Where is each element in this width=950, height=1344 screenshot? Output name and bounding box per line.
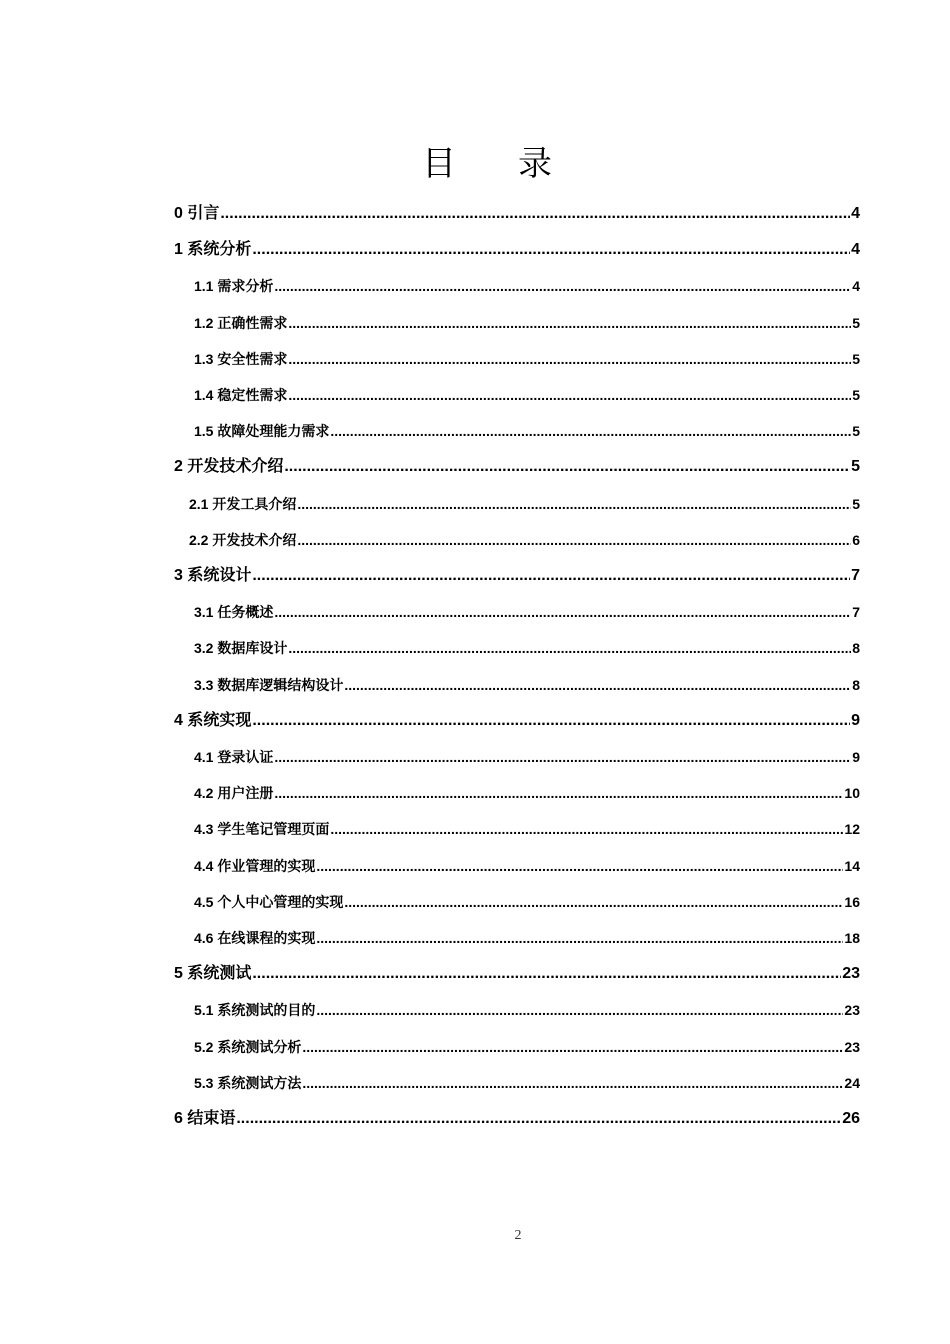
toc-dot-leader	[344, 672, 851, 698]
toc-section-entry[interactable]	[189, 491, 860, 517]
toc-entry-label: 1.5 故障处理能力需求	[194, 423, 330, 439]
toc-dot-leader	[252, 961, 841, 987]
toc-dot-leader	[297, 527, 851, 553]
toc-chapter-entry[interactable]	[174, 237, 860, 263]
toc-entry-page: 5	[852, 423, 860, 439]
toc-section-entry[interactable]	[194, 418, 860, 444]
toc-entry-label: 1.4 稳定性需求	[194, 387, 288, 403]
page-number: 2	[514, 1228, 522, 1243]
toc-entry-label: 4.4 作业管理的实现	[194, 858, 316, 874]
toc-dot-leader	[284, 454, 850, 480]
toc-entry-label: 1.1 需求分析	[194, 278, 274, 294]
toc-entry-label: 1.3 安全性需求	[194, 351, 288, 367]
toc-entry-page: 23	[844, 1039, 860, 1055]
toc-entry-label: 4.5 个人中心管理的实现	[194, 894, 344, 910]
toc-section-entry[interactable]	[194, 382, 860, 408]
toc-section-entry[interactable]	[194, 1034, 860, 1060]
toc-entry-label: 4.3 学生笔记管理页面	[194, 821, 330, 837]
toc-entry-label: 3 系统设计	[174, 567, 252, 584]
toc-section-entry[interactable]	[194, 889, 860, 915]
toc-entry-page: 16	[844, 894, 860, 910]
toc-entry-page: 5	[851, 458, 860, 475]
toc-section-entry[interactable]	[194, 744, 860, 770]
toc-dot-leader	[252, 563, 850, 589]
toc-dot-leader	[316, 853, 843, 879]
toc-entry-label: 4.6 在线课程的实现	[194, 930, 316, 946]
toc-dot-leader	[330, 816, 843, 842]
toc-entry-label: 2 开发技术介绍	[174, 458, 284, 475]
page-title: 目录	[422, 144, 614, 184]
toc-entry-label: 2.2 开发技术介绍	[189, 532, 297, 548]
toc-section-entry[interactable]	[189, 527, 860, 553]
toc-dot-leader	[288, 310, 851, 336]
toc-entry-page: 26	[842, 1110, 860, 1127]
toc-entry-page: 23	[844, 1002, 860, 1018]
toc-section-entry[interactable]	[194, 1070, 860, 1096]
toc-section-entry[interactable]	[194, 925, 860, 951]
toc-entry-page: 12	[844, 821, 860, 837]
toc-entry-label: 6 结束语	[174, 1110, 236, 1127]
toc-entry-page: 4	[851, 241, 860, 258]
toc-entry-label: 1.2 正确性需求	[194, 315, 288, 331]
toc-section-entry[interactable]	[194, 672, 860, 698]
toc-entry-label: 5.1 系统测试的目的	[194, 1002, 316, 1018]
toc-entry-label: 5.3 系统测试方法	[194, 1075, 302, 1091]
toc-dot-leader	[316, 997, 843, 1023]
toc-section-entry[interactable]	[194, 997, 860, 1023]
toc-entry-label: 5.2 系统测试分析	[194, 1039, 302, 1055]
toc-dot-leader	[344, 889, 843, 915]
toc-dot-leader	[288, 382, 851, 408]
toc-entry-page: 9	[851, 712, 860, 729]
toc-entry-page: 24	[844, 1075, 860, 1091]
toc-section-entry[interactable]	[194, 273, 860, 299]
toc-entry-page: 4	[852, 278, 860, 294]
toc-entry-label: 4 系统实现	[174, 712, 252, 729]
toc-section-entry[interactable]	[194, 816, 860, 842]
toc-entry-page: 10	[844, 785, 860, 801]
toc-entry-label: 4.2 用户注册	[194, 785, 274, 801]
toc-entry-page: 5	[852, 351, 860, 367]
toc-dot-leader	[274, 744, 851, 770]
toc-chapter-entry[interactable]	[174, 563, 860, 589]
toc-dot-leader	[288, 635, 851, 661]
toc-entry-label: 3.2 数据库设计	[194, 640, 288, 656]
toc-dot-leader	[274, 273, 851, 299]
toc-entry-page: 23	[842, 965, 860, 982]
toc-chapter-entry[interactable]	[174, 1106, 860, 1132]
toc-section-entry[interactable]	[194, 310, 860, 336]
toc-dot-leader	[252, 237, 850, 263]
toc-entry-page: 18	[844, 930, 860, 946]
toc-entry-page: 6	[852, 532, 860, 548]
toc-dot-leader	[302, 1070, 843, 1096]
toc-entry-label: 1 系统分析	[174, 241, 252, 258]
toc-dot-leader	[316, 925, 843, 951]
toc-entry-page: 5	[852, 315, 860, 331]
toc-section-entry[interactable]	[194, 780, 860, 806]
toc-dot-leader	[236, 1106, 841, 1132]
toc-section-entry[interactable]	[194, 853, 860, 879]
toc-dot-leader	[274, 599, 851, 625]
toc-entry-label: 2.1 开发工具介绍	[189, 496, 297, 512]
toc-chapter-entry[interactable]	[174, 708, 860, 734]
toc-entry-page: 8	[852, 677, 860, 693]
toc-section-entry[interactable]	[194, 635, 860, 661]
toc-entry-page: 14	[844, 858, 860, 874]
toc-section-entry[interactable]	[194, 346, 860, 372]
toc-dot-leader	[274, 780, 843, 806]
toc-dot-leader	[252, 708, 850, 734]
toc-chapter-entry[interactable]	[174, 454, 860, 480]
toc-entry-label: 3.1 任务概述	[194, 604, 274, 620]
toc-dot-leader	[297, 491, 851, 517]
toc-entry-page: 9	[852, 749, 860, 765]
toc-entry-page: 5	[852, 387, 860, 403]
toc-dot-leader	[220, 201, 850, 227]
toc-chapter-entry[interactable]	[174, 961, 860, 987]
toc-chapter-entry[interactable]	[174, 201, 860, 227]
toc-entry-page: 7	[852, 604, 860, 620]
toc-dot-leader	[302, 1034, 843, 1060]
toc-section-entry[interactable]	[194, 599, 860, 625]
toc-dot-leader	[288, 346, 851, 372]
toc-entry-label: 0 引言	[174, 205, 220, 222]
toc-entry-label: 5 系统测试	[174, 965, 252, 982]
toc-entry-page: 7	[851, 567, 860, 584]
toc-entry-label: 4.1 登录认证	[194, 749, 274, 765]
toc-entry-page: 4	[851, 205, 860, 222]
toc-entry-page: 5	[852, 496, 860, 512]
toc-entry-label: 3.3 数据库逻辑结构设计	[194, 677, 344, 693]
toc-entry-page: 8	[852, 640, 860, 656]
toc-dot-leader	[330, 418, 851, 444]
